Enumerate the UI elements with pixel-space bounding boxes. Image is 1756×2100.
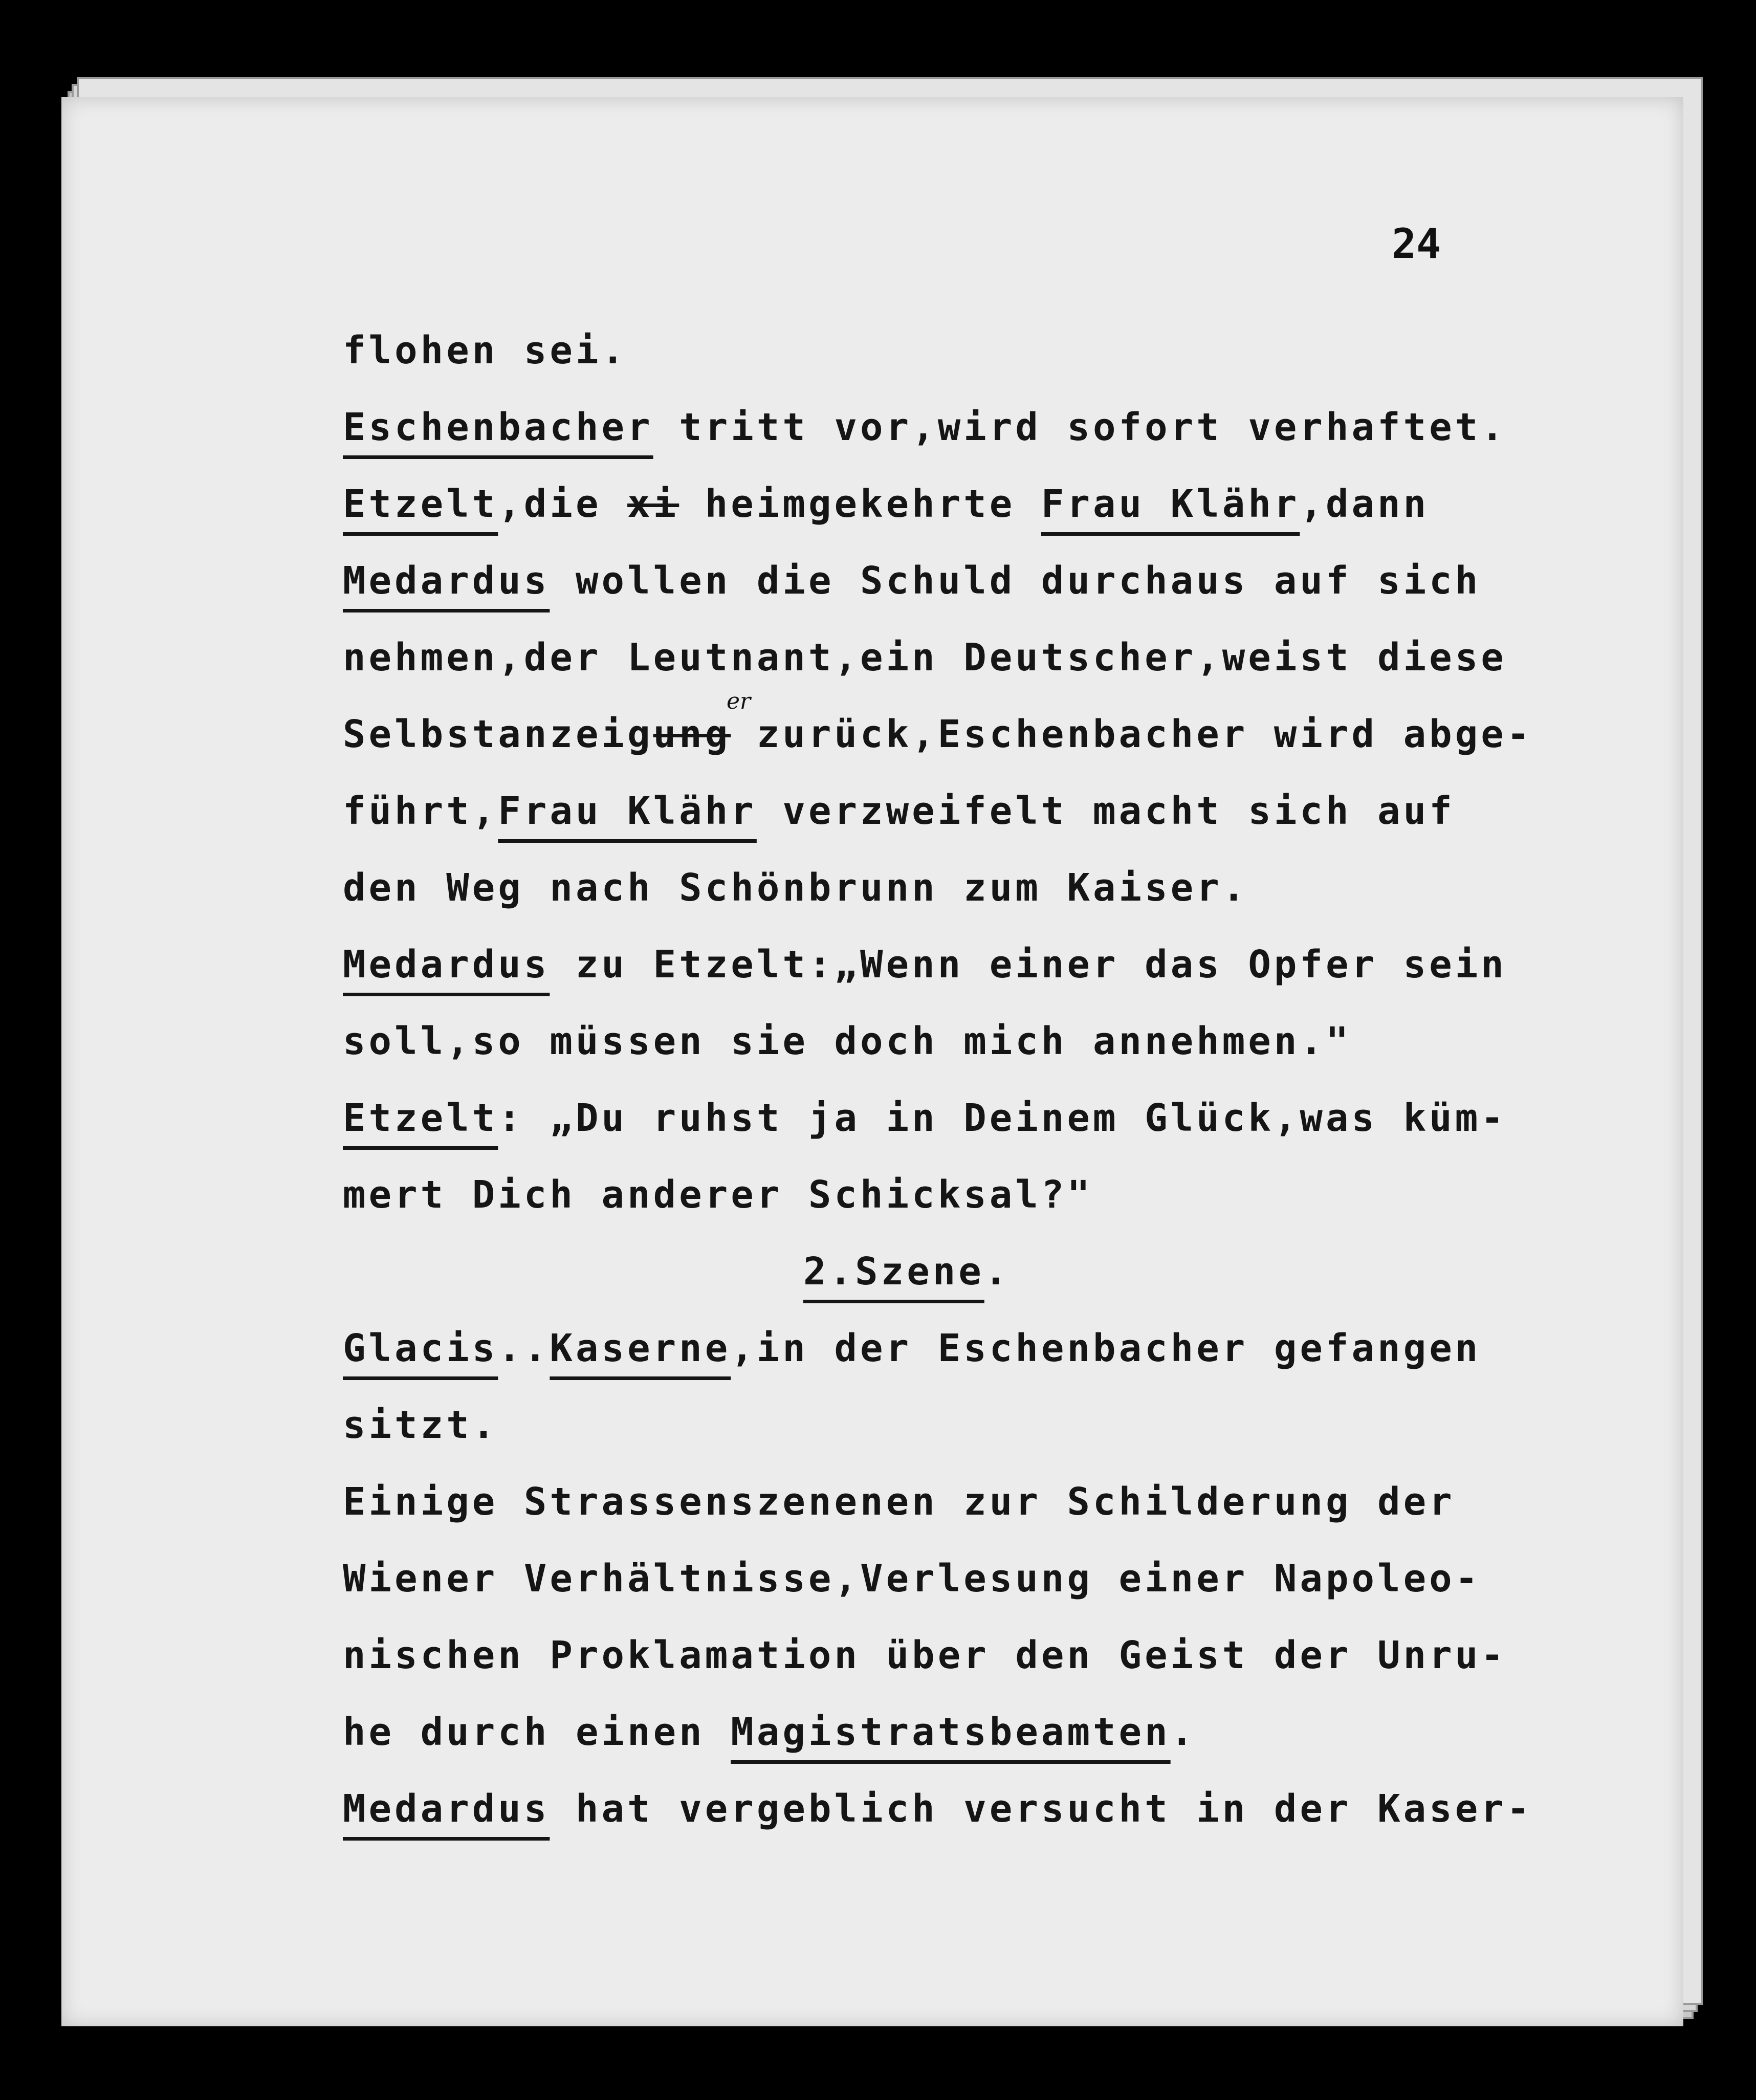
text-line — [343, 773, 1622, 849]
text-segment: hat vergeblich versucht in der Kaser- — [550, 1787, 1533, 1831]
underlined-name: Medardus — [343, 559, 550, 603]
underlined-name: Medardus — [343, 1787, 550, 1831]
text-segment: mert Dich anderer Schicksal?" — [343, 1173, 1093, 1217]
text-segment: Wiener Verhältnisse,Verlesung einer Napoleo- — [343, 1557, 1481, 1601]
text-line — [343, 312, 1622, 389]
text-segment: tritt vor,wird sofort verhaftet. — [653, 405, 1507, 449]
text-line — [343, 696, 1622, 773]
text-segment: verzweifelt macht sich auf — [756, 789, 1455, 833]
underlined-name: Magistratsbeamten — [731, 1710, 1171, 1754]
text-line — [343, 1310, 1622, 1387]
text-segment: soll,so müssen sie doch mich annehmen." — [343, 1019, 1352, 1063]
page-number: 24 — [1392, 220, 1441, 268]
text-line — [343, 1463, 1622, 1540]
text-segment: den Weg nach Schönbrunn zum Kaiser. — [343, 866, 1248, 910]
text-line — [343, 1617, 1622, 1694]
text-line — [343, 926, 1622, 1003]
text-line — [343, 1156, 1622, 1233]
text-segment: nischen Proklamation über den Geist der Unru- — [343, 1633, 1507, 1677]
underlined-name: Etzelt — [343, 1096, 498, 1140]
text-segment: .. — [498, 1326, 550, 1370]
text-segment: flohen sei. — [343, 329, 628, 373]
typescript-body — [343, 312, 1622, 1847]
underlined-name: Etzelt — [343, 482, 498, 526]
underlined-name: Glacis — [343, 1326, 498, 1370]
text-segment: . — [1170, 1710, 1197, 1754]
underlined-name: Frau Klähr — [1041, 482, 1300, 526]
text-segment: zu Etzelt:„Wenn einer das Opfer sein — [550, 943, 1507, 987]
text-segment: heimgekehrte — [679, 482, 1041, 526]
typescript-page — [61, 97, 1683, 2026]
text-line — [343, 1387, 1622, 1463]
text-segment: Einige Strassenszenenen zur Schilderung der — [343, 1480, 1455, 1524]
text-line — [343, 1080, 1622, 1156]
text-segment: zurück,Eschenbacher wird abge- — [731, 712, 1533, 756]
text-segment: wollen die Schuld durchaus auf sich — [550, 559, 1481, 603]
text-line — [343, 1770, 1622, 1847]
text-segment: sitzt. — [343, 1403, 498, 1447]
text-segment: : „Du ruhst ja in Deinem Glück,was küm- — [498, 1096, 1507, 1140]
struck-text: ung — [653, 712, 731, 756]
underlined-name: Medardus — [343, 943, 550, 987]
text-line — [343, 1003, 1622, 1080]
text-segment: . — [984, 1250, 1011, 1294]
text-line — [343, 466, 1622, 542]
text-segment: ,in der Eschenbacher gefangen — [731, 1326, 1481, 1370]
struck-text: xi — [627, 482, 679, 526]
text-line — [343, 849, 1622, 926]
underlined-name: Eschenbacher — [343, 405, 653, 449]
text-line — [343, 1540, 1622, 1617]
text-segment: führt, — [343, 789, 498, 833]
text-line — [343, 1694, 1622, 1770]
text-segment: nehmen,der Leutnant,ein Deutscher,weist diese — [343, 636, 1507, 680]
text-line — [343, 542, 1622, 619]
text-segment: Selbstanzeig — [343, 712, 653, 756]
text-line — [343, 1233, 1622, 1310]
underlined-name: Frau Klähr — [498, 789, 757, 833]
text-segment: he durch einen — [343, 1710, 731, 1754]
underlined-name: 2.Szene — [803, 1250, 984, 1294]
handwritten-correction: er — [727, 688, 751, 714]
text-line — [343, 619, 1622, 696]
text-segment: ,die — [498, 482, 628, 526]
text-line — [343, 389, 1622, 466]
underlined-name: Kaserne — [550, 1326, 731, 1370]
text-segment: ,dann — [1300, 482, 1430, 526]
